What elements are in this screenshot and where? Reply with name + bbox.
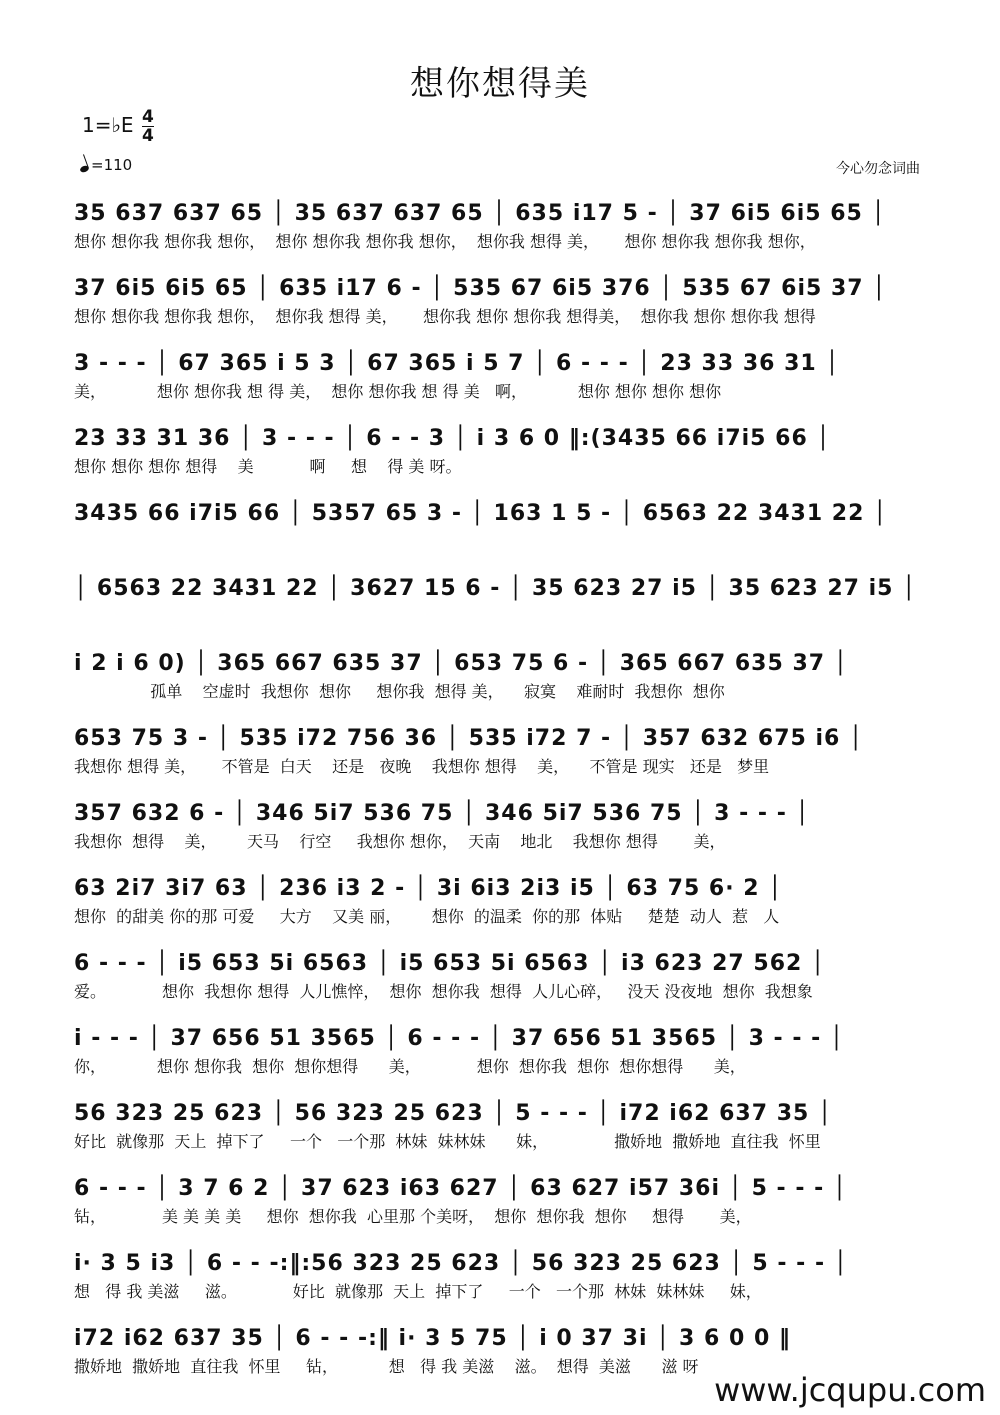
score-line [74, 573, 930, 629]
score-line [74, 1173, 930, 1229]
time-signature-top: 4 [142, 107, 154, 127]
lyrics-row: 撒娇地 撒娇地 直往我 怀里 钻， 想 得 我 美滋 滋。 想得 美滋 滋 呀 [74, 1357, 699, 1376]
score-line [74, 198, 930, 254]
notation-row: 23 33 31 36 │ 3 - - - │ 6 - - 3 │ i 3 6 0 ‖:(3435 66 i7i5 66 │ [74, 426, 831, 451]
tempo-marking [80, 156, 132, 174]
notation-row: 3435 66 i7i5 66 │ 5357 65 3 - │ 163 1 5 - │ 6563 22 3431 22 │ [74, 501, 888, 526]
lyrics-row: 想你 想你 想你 想得 美 啊 想 得 美 呀。 [74, 457, 462, 476]
time-signature-bottom: 4 [142, 126, 154, 146]
notation-row: 653 75 3 - │ 535 i72 756 36 │ 535 i72 7 - │ 357 632 675 i6 │ [74, 726, 864, 751]
lyrics-row: 你， 想你 想你我 想你 想你想得 美， 想你 想你我 想你 想你想得 美， [74, 1057, 746, 1076]
score-line [74, 798, 930, 854]
lyrics-row [74, 605, 930, 629]
notation-row: i - - - │ 37 656 51 3565 │ 6 - - - │ 37 656 51 3565 │ 3 - - - │ [74, 1026, 845, 1051]
score-line [74, 348, 930, 404]
lyrics-row: 想你 想你我 想你我 想你， 想你 想你我 想你我 想你， 想你我 想得 美， 想你 想你我 想你我 想你， [74, 232, 816, 251]
notation-row: i 2 i 6 0) │ 365 667 635 37 │ 653 75 6 - │ 365 667 635 37 │ [74, 651, 848, 676]
notation-row: │ 6563 22 3431 22 │ 3627 15 6 - │ 35 623 27 i5 │ 35 623 27 i5 │ [74, 576, 917, 601]
lyrics-row: 想你 想你我 想你我 想你， 想你我 想得 美， 想你我 想你 想你我 想得美， 想你我 想你 想你我 想得 [74, 307, 816, 326]
score-line [74, 1023, 930, 1079]
notation-row: 37 6i5 6i5 65 │ 635 i17 6 - │ 535 67 6i5 376 │ 535 67 6i5 37 │ [74, 276, 887, 301]
lyrics-row: 想你 的甜美 你的那 可爱 大方 又美 丽， 想你 的温柔 你的那 体贴 楚楚 动人 惹 人 [74, 907, 780, 926]
lyrics-row: 孤单 空虚时 我想你 想你 想你我 想得 美， 寂寞 难耐时 我想你 想你 [74, 682, 725, 701]
score-line [74, 648, 930, 704]
lyrics-row: 我想你 想得 美， 天马 行空 我想你 想你， 天南 地北 我想你 想得 美， [74, 832, 726, 851]
time-signature [142, 108, 154, 145]
song-title: 想你想得美 [410, 64, 590, 104]
watermark: www.jcqupu.com [714, 1371, 986, 1409]
score-line [74, 723, 930, 779]
lyrics-row: 美， 想你 想你我 想 得 美， 想你 想你我 想 得 美 啊， 想你 想你 想你 想你 [74, 382, 722, 401]
key-signature [82, 108, 154, 145]
score-line [74, 1098, 930, 1154]
notation-row: 6 - - - │ i5 653 5i 6563 │ i5 653 5i 6563 │ i3 623 27 562 │ [74, 951, 826, 976]
credits: 今心勿念词曲 [836, 161, 920, 177]
lyrics-row [74, 530, 930, 554]
score-line [74, 1248, 930, 1304]
lyrics-row: 我想你 想得 美， 不管是 白天 还是 夜晚 我想你 想得 美， 不管是 现实 还是 梦里 [74, 757, 770, 776]
lyrics-row: 钻， 美 美 美 美 想你 想你我 心里那 个美呀， 想你 想你我 想你 想得 美， [74, 1207, 752, 1226]
score-line [74, 948, 930, 1004]
notation-row: 357 632 6 - │ 346 5i7 536 75 │ 346 5i7 536 75 │ 3 - - - │ [74, 801, 810, 826]
lyrics-row: 爱。 想你 我想你 想得 人儿憔悴， 想你 想你我 想得 人儿心碎， 没天 没夜地 想你 我想象 [74, 982, 813, 1001]
score-line [74, 273, 930, 329]
key-prefix: 1=♭E [82, 113, 134, 137]
lyrics-row: 想 得 我 美滋 滋。 好比 就像那 天上 掉下了 一个 一个那 林妹 妹林妹 妹， [74, 1282, 762, 1301]
notation-row: i72 i62 637 35 │ 6 - - -:‖ i· 3 5 75 │ i 0 37 3i │ 3 6 0 0 ‖ [74, 1326, 791, 1351]
notation-row: 6 - - - │ 3 7 6 2 │ 37 623 i63 627 │ 63 627 i57 36i │ 5 - - - │ [74, 1176, 848, 1201]
score-line [74, 423, 930, 479]
notation-row: 3 - - - │ 67 365 i 5 3 │ 67 365 i 5 7 │ 6 - - - │ 23 33 36 31 │ [74, 351, 840, 376]
notation-row: 63 2i7 3i7 63 │ 236 i3 2 - │ 3i 6i3 2i3 i5 │ 63 75 6· 2 │ [74, 876, 783, 901]
lyrics-row: 好比 就像那 天上 掉下了 一个 一个那 林妹 妹林妹 妹， 撒娇地 撒娇地 直往我 怀里 [74, 1132, 821, 1151]
notation-row: 35 637 637 65 │ 35 637 637 65 │ 635 i17 5 - │ 37 6i5 6i5 65 │ [74, 201, 886, 226]
notation-row: 56 323 25 623 │ 56 323 25 623 │ 5 - - - │ i72 i62 637 35 │ [74, 1101, 833, 1126]
score-line [74, 873, 930, 929]
notation-row: i· 3 5 i3 │ 6 - - -:‖:56 323 25 623 │ 56 323 25 623 │ 5 - - - │ [74, 1251, 848, 1276]
quarter-note-icon [79, 165, 90, 174]
score-line [74, 498, 930, 554]
tempo-value: =110 [91, 156, 133, 174]
